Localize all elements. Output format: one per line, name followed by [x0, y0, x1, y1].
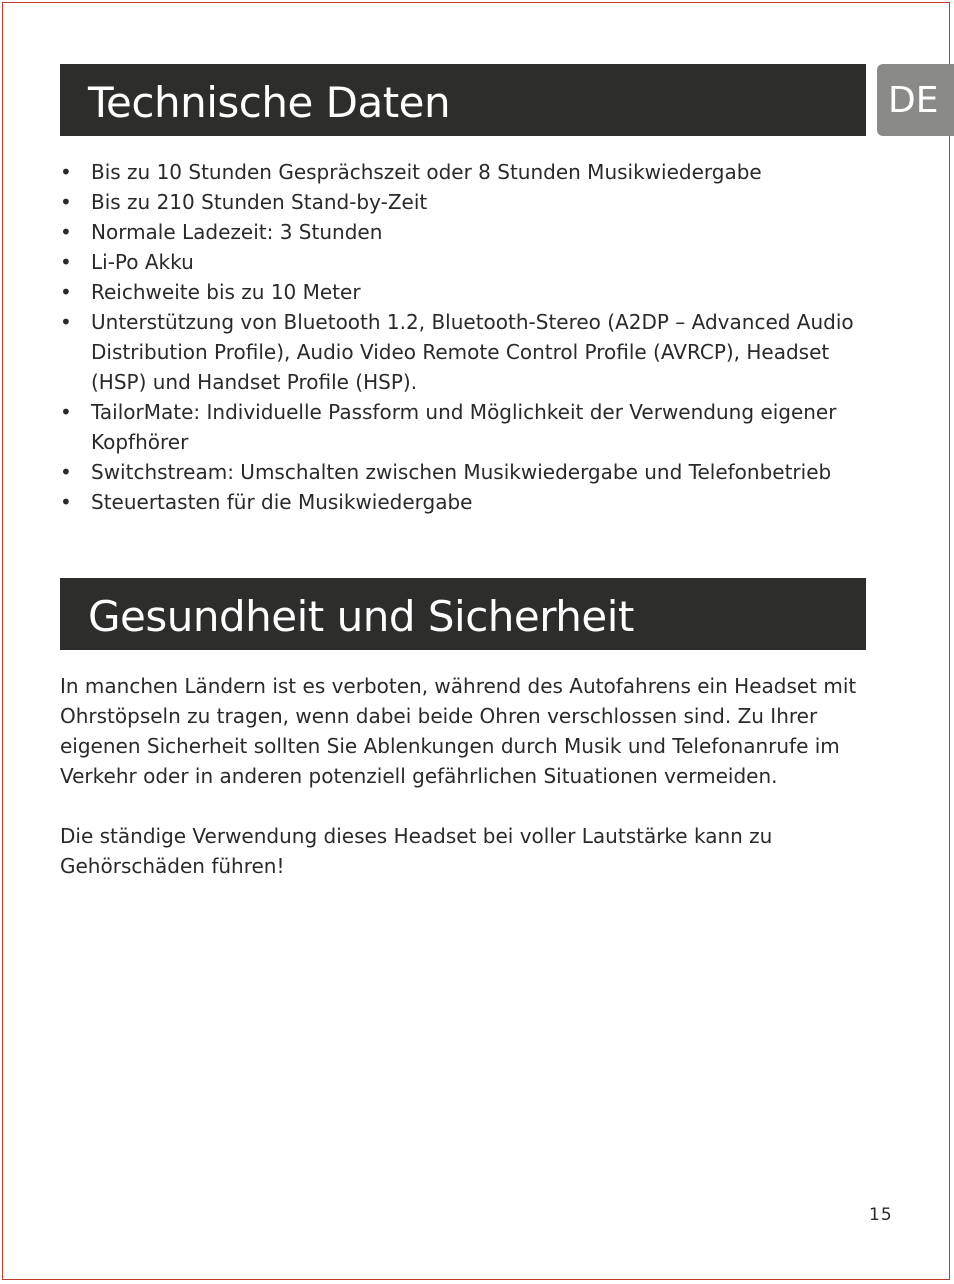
list-item-text: Bis zu 210 Stunden Stand-by-Zeit: [91, 190, 428, 214]
bullet-icon: •: [60, 490, 72, 514]
bullet-icon: •: [60, 400, 72, 424]
list-item: [60, 487, 860, 517]
list-item-text: Switchstream: Umschalten zwischen Musikwiedergabe und Telefonbetrieb: [91, 460, 832, 484]
bullet-icon: •: [60, 310, 72, 334]
bullet-icon: •: [60, 220, 72, 244]
list-item: [60, 457, 860, 487]
list-item-text: Steuertasten für die Musikwiedergabe: [91, 490, 473, 514]
list-item: [60, 217, 860, 247]
technical-data-list: [60, 157, 860, 517]
list-item-text: Reichweite bis zu 10 Meter: [91, 280, 361, 304]
list-item-text: Unterstützung von Bluetooth 1.2, Bluetooth-Stereo (A2DP – Advanced Audio Distribution Profile), Audio Video Remote Control Profile (AVRCP), Headset (HSP) und Handset Profile (HSP).: [91, 310, 854, 394]
safety-paragraph-hearing: Die ständige Verwendung dieses Headset bei voller Lautstärke kann zu Gehörschäden führen!: [60, 824, 773, 878]
bullet-icon: •: [60, 460, 72, 484]
bullet-icon: •: [60, 160, 72, 184]
list-item: [60, 247, 860, 277]
language-tab: DE: [877, 64, 954, 136]
list-item-text: Normale Ladezeit: 3 Stunden: [91, 220, 383, 244]
bullet-icon: •: [60, 190, 72, 214]
page-number: 15: [869, 1205, 893, 1225]
section-title-health-safety: Gesundheit und Sicherheit: [60, 578, 866, 650]
list-item-text: TailorMate: Individuelle Passform und Möglichkeit der Verwendung eigener Kopfhörer: [91, 400, 837, 454]
safety-paragraph-driving: In manchen Ländern ist es verboten, während des Autofahrens ein Headset mit Ohrstöpseln zu tragen, wenn dabei beide Ohren verschlossen sind. Zu Ihrer eigenen Sicherheit sollten Sie Ablenkungen durch Musik und Telefonanrufe im Verkehr oder in anderen potenziell gefährlichen Situationen vermeiden.: [60, 674, 857, 788]
list-item: [60, 157, 860, 187]
list-item: [60, 277, 860, 307]
section-title-technical-data: Technische Daten: [60, 64, 866, 136]
bullet-icon: •: [60, 280, 72, 304]
list-item-text: Li-Po Akku: [91, 250, 194, 274]
list-item-text: Bis zu 10 Stunden Gesprächszeit oder 8 Stunden Musikwiedergabe: [91, 160, 762, 184]
list-item: [60, 397, 860, 457]
list-item: [60, 187, 860, 217]
list-item: [60, 307, 860, 397]
bullet-icon: •: [60, 250, 72, 274]
